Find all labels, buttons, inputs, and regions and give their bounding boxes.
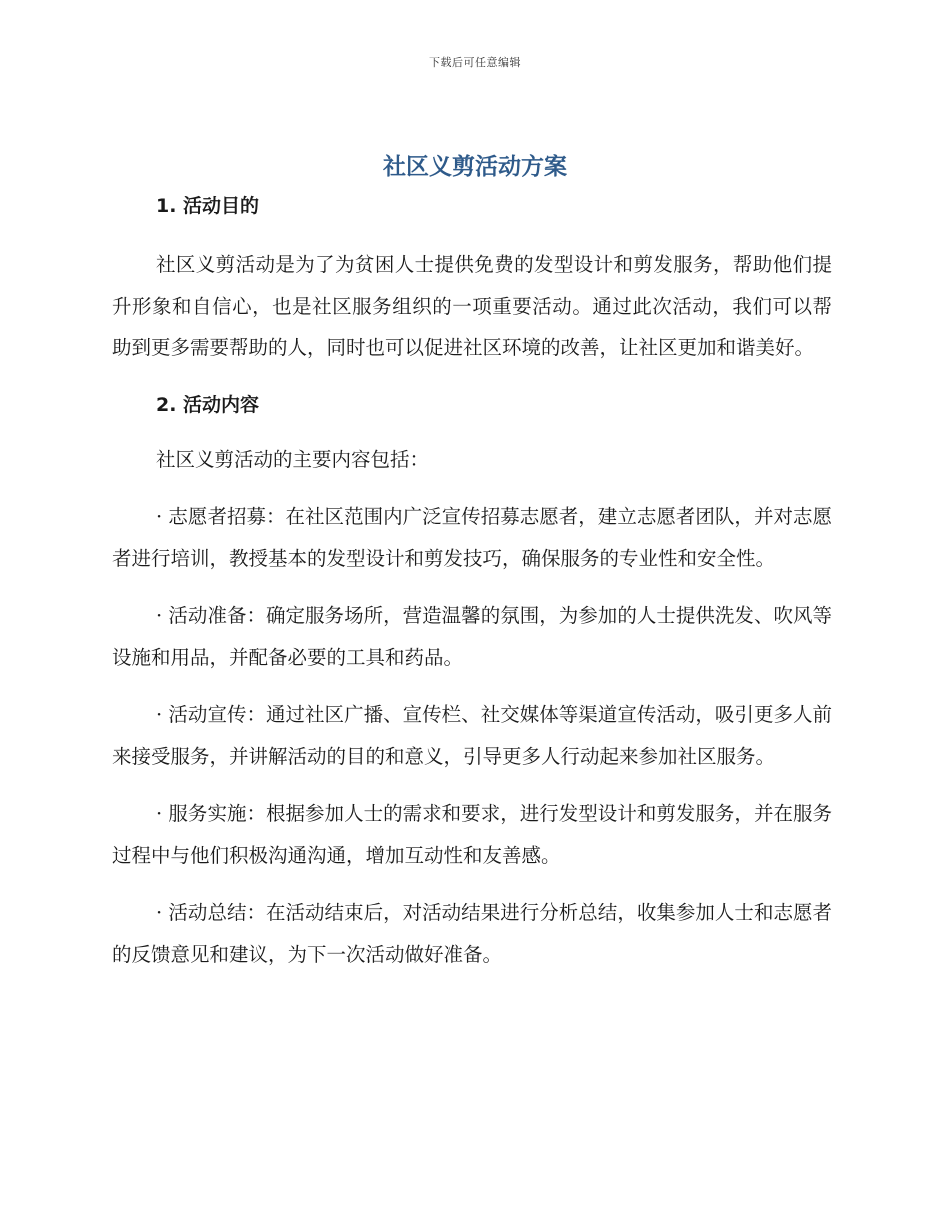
list-item-volunteer-recruitment: · 志愿者招募：在社区范围内广泛宣传招募志愿者，建立志愿者团队，并对志愿者进行培训，教授基本的发型设计和剪发技巧，确保服务的专业性和安全性。 bbox=[112, 505, 832, 570]
paragraph-content-intro: 社区义剪活动的主要内容包括： bbox=[156, 447, 430, 471]
paragraph-purpose: 社区义剪活动是为了为贫困人士提供免费的发型设计和剪发服务，帮助他们提升形象和自信心，也是社区服务组织的一项重要活动。通过此次活动，我们可以帮助到更多需要帮助的人，同时也可以促进社区环境的改善，让社区更加和谐美好。 bbox=[112, 253, 832, 359]
list-item-activity-promotion: · 活动宣传：通过社区广播、宣传栏、社交媒体等渠道宣传活动，吸引更多人前来接受服务，并讲解活动的目的和意义，引导更多人行动起来参加社区服务。 bbox=[112, 703, 832, 768]
section-heading-purpose: 1. 活动目的 bbox=[156, 195, 260, 217]
list-item-activity-summary: · 活动总结：在活动结束后，对活动结果进行分析总结，收集参加人士和志愿者的反馈意见和建议，为下一次活动做好准备。 bbox=[112, 901, 832, 966]
section-heading-content: 2. 活动内容 bbox=[156, 393, 260, 416]
list-item-activity-preparation: · 活动准备：确定服务场所，营造温馨的氛围，为参加的人士提供洗发、吹风等设施和用品，并配备必要的工具和药品。 bbox=[112, 604, 832, 669]
document-title: 社区义剪活动方案 bbox=[383, 154, 567, 180]
header-note: 下载后可任意编辑 bbox=[429, 56, 521, 69]
list-item-service-implementation: · 服务实施：根据参加人士的需求和要求，进行发型设计和剪发服务，并在服务过程中与他们积极沟通沟通，增加互动性和友善感。 bbox=[112, 802, 832, 867]
document-body bbox=[112, 188, 832, 975]
